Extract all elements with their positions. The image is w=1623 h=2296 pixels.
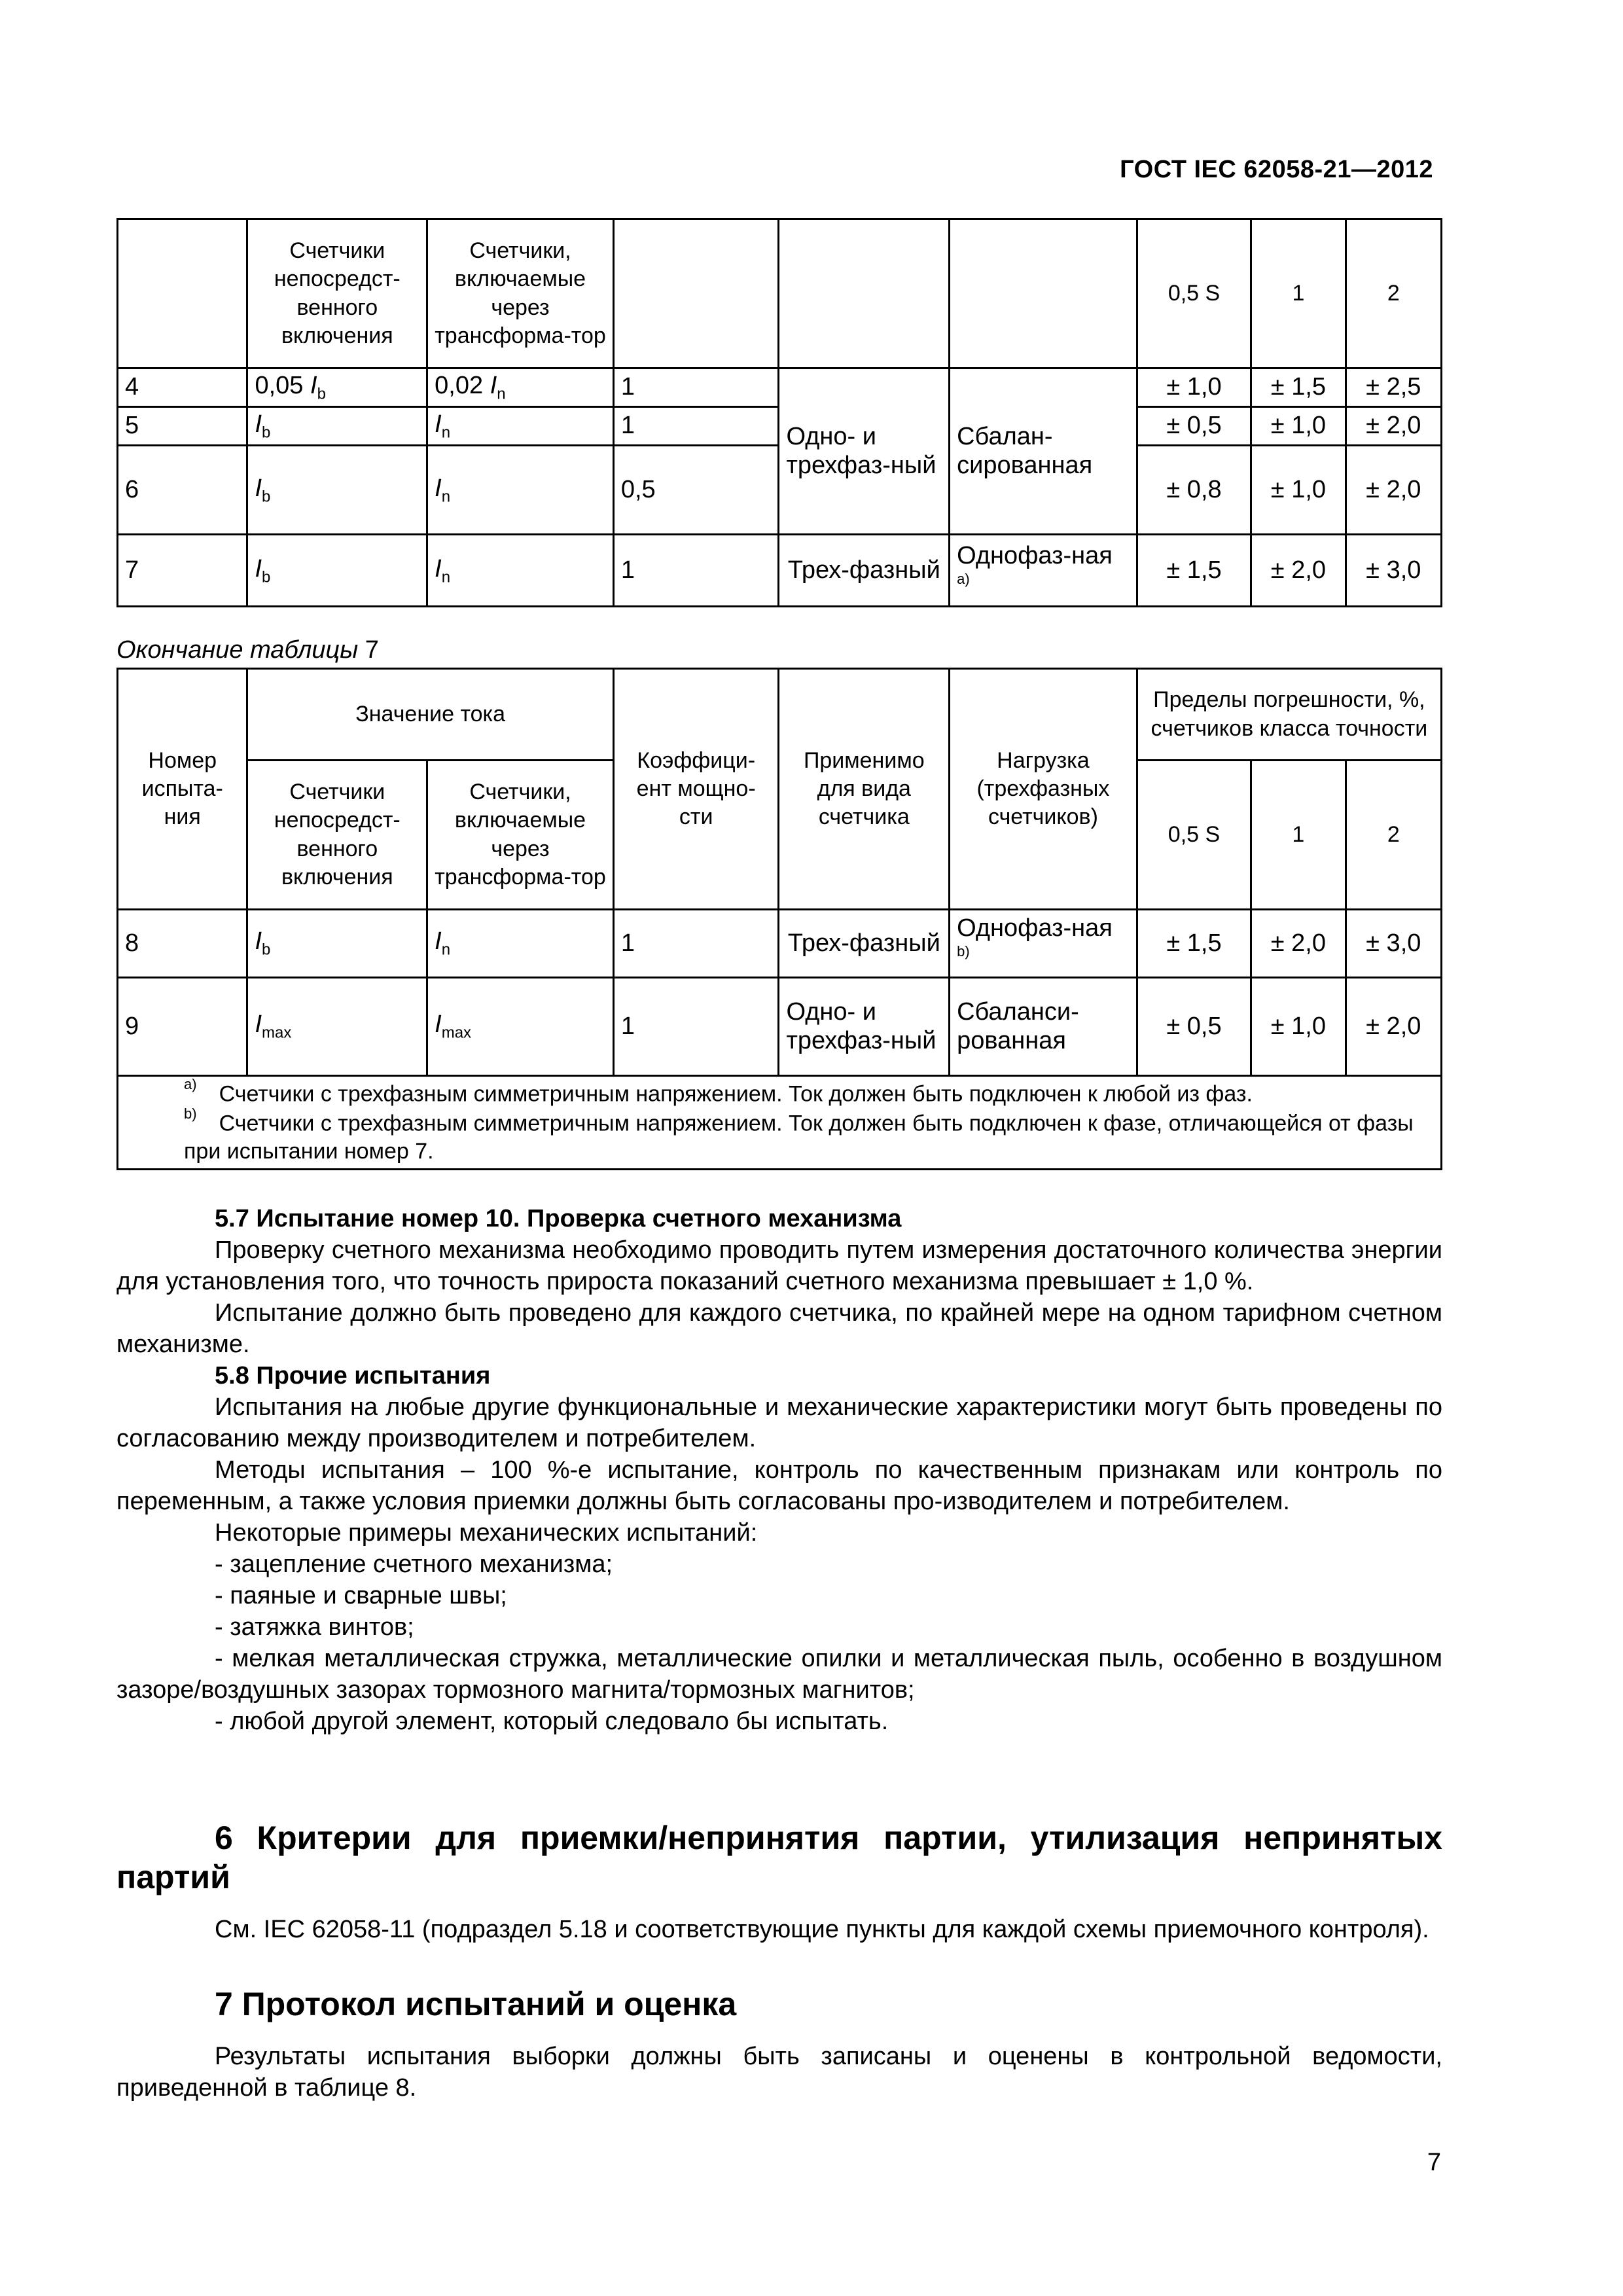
list-item: - паяные и сварные швы; xyxy=(215,1582,507,1609)
header-meter-type: Применимо для вида счетчика xyxy=(779,669,950,910)
meter-type-merged: Одно- и трехфаз-ный xyxy=(779,368,950,535)
error-1: ± 1,0 xyxy=(1251,407,1346,446)
paragraph: Испытание должно быть проведено для каждого счетчика, по крайней мере на одном тарифном счетном механизме. xyxy=(116,1299,1442,1358)
error-05s: ± 0,5 xyxy=(1137,978,1251,1076)
header-class-05s: 0,5 S xyxy=(1137,219,1251,368)
table-7-end xyxy=(116,668,1442,1170)
power-factor: 1 xyxy=(613,978,779,1076)
table-caption: Окончание таблицы 7 xyxy=(116,636,379,664)
list-item: - мелкая металлическая стружка, металлические опилки и металлическая пыль, особенно в воздушном зазоре/воздушных зазорах тормозного магнита/тормозных магнитов; xyxy=(116,1645,1442,1704)
paragraph: Результаты испытания выборки должны быть записаны и оценены в контрольной ведомости, приведенной в таблице 8. xyxy=(116,2043,1442,2102)
section-6 xyxy=(116,1818,1442,1945)
header-power-factor: Коэффици-ент мощно-сти xyxy=(613,669,779,910)
power-factor: 0,5 xyxy=(613,446,779,535)
error-05s: ± 1,5 xyxy=(1137,910,1251,978)
footnote-b: $^{b)}$ Счетчики с трехфазным симметричным напряжением. Ток должен быть подключен к фазе, отличающейся от фазы при испытании номер 7. xyxy=(184,1105,1414,1164)
list-item: - любой другой элемент, который следовало бы испытать. xyxy=(215,1708,889,1735)
header-class-2: 2 xyxy=(1346,761,1441,910)
meter-type: Трех-фазный xyxy=(779,910,950,978)
error-2: ± 2,0 xyxy=(1346,446,1441,535)
section-5-7-5-8 xyxy=(116,1203,1442,1737)
power-factor: 1 xyxy=(613,368,779,407)
test-number: 4 xyxy=(118,368,247,407)
error-1: ± 2,0 xyxy=(1251,910,1346,978)
power-factor: 1 xyxy=(613,910,779,978)
error-1: ± 1,5 xyxy=(1251,368,1346,407)
header-class-1: 1 xyxy=(1251,219,1346,368)
header-direct: Счетчики непосредст-венного включения xyxy=(247,761,427,910)
section-7 xyxy=(116,1984,1442,2104)
meter-type: Трех-фазный xyxy=(779,535,950,607)
table-row: 4 0,05 $I_b$ 0,02 $I_n$ 1 Одно- и трехфаз-ный Сбалан-сированная ± 1,0 ± 1,5 ± 2,5 xyxy=(118,368,1442,407)
paragraph: См. IEC 62058-11 (подраздел 5.18 и соответствующие пункты для каждой схемы приемочного контроля). xyxy=(215,1916,1429,1943)
footnote-a: $^{a)}$ Счетчики с трехфазным симметричным напряжением. Ток должен быть подключен к любой из фаз. xyxy=(184,1076,1253,1107)
test-number: 6 xyxy=(118,446,247,535)
table-subheader-row xyxy=(118,219,1442,368)
table-header-row xyxy=(118,669,1442,761)
section-5-8-heading: 5.8 Прочие испытания xyxy=(215,1362,491,1390)
paragraph: Испытания на любые другие функциональные и механические характеристики могут быть проведены по согласованию между производителем и потребителем. xyxy=(116,1393,1442,1452)
table-row: 8 $I_b$ $I_n$ 1 Трех-фазный Однофаз-ная $^{b)}$ ± 1,5 ± 2,0 ± 3,0 xyxy=(118,910,1442,978)
document-code: ГОСТ IEC 62058-21—2012 xyxy=(1120,156,1433,183)
header-test-number: Номер испыта-ния xyxy=(118,669,247,910)
table-footnotes xyxy=(118,1076,1442,1170)
list-item: - затяжка винтов; xyxy=(215,1613,414,1641)
section-5-7-heading: 5.7 Испытание номер 10. Проверка счетного механизма xyxy=(215,1205,902,1232)
error-2: ± 2,5 xyxy=(1346,368,1441,407)
page-number: 7 xyxy=(1427,2149,1441,2176)
error-2: ± 2,0 xyxy=(1346,978,1441,1076)
error-05s: ± 1,5 xyxy=(1137,535,1251,607)
error-2: ± 3,0 xyxy=(1346,535,1441,607)
load: Однофаз-ная $^{a)}$ xyxy=(950,535,1137,607)
meter-type: Одно- и трехфаз-ный xyxy=(779,978,950,1076)
paragraph: Некоторые примеры механических испытаний: xyxy=(215,1519,758,1547)
section-7-heading: 7 Протокол испытаний и оценка xyxy=(215,1986,737,2022)
error-05s: ± 0,8 xyxy=(1137,446,1251,535)
error-2: ± 2,0 xyxy=(1346,407,1441,446)
load: Однофаз-ная $^{b)}$ xyxy=(950,910,1137,978)
table-row: 9 $I_{max}$ $I_{max}$ 1 Одно- и трехфаз-ный Сбаланси-рованная ± 0,5 ± 1,0 ± 2,0 xyxy=(118,978,1442,1076)
error-1: ± 2,0 xyxy=(1251,535,1346,607)
header-class-2: 2 xyxy=(1346,219,1441,368)
test-number: 8 xyxy=(118,910,247,978)
footnote-mark: a) xyxy=(957,570,970,587)
test-number: 7 xyxy=(118,535,247,607)
header-current-value: Значение тока xyxy=(247,669,613,761)
header-transformer: Счетчики, включаемые через трансформа-тор xyxy=(427,761,614,910)
footnote-mark: b) xyxy=(957,943,970,960)
list-item: - зацепление счетного механизма; xyxy=(215,1551,613,1578)
header-class-05s: 0,5 S xyxy=(1137,761,1251,910)
header-transformer: Счетчики, включаемые через трансформа-тор xyxy=(427,219,614,368)
table-row: 6 $I_b$ $I_n$ 0,5 ± 0,8 ± 1,0 ± 2,0 xyxy=(118,446,1442,535)
header-direct: Счетчики непосредст-венного включения xyxy=(247,219,427,368)
power-factor: 1 xyxy=(613,407,779,446)
paragraph: Методы испытания – 100 %-е испытание, контроль по качественным признакам или контроль по переменным, а также условия приемки должны быть согласованы про-изводителем и потребителем. xyxy=(116,1456,1442,1515)
error-2: ± 3,0 xyxy=(1346,910,1441,978)
test-number: 9 xyxy=(118,978,247,1076)
table-row: 7 $I_b$ $I_n$ 1 Трех-фазный Однофаз-ная $^{a)}$ ± 1,5 ± 2,0 ± 3,0 xyxy=(118,535,1442,607)
header-class-1: 1 xyxy=(1251,761,1346,910)
load: Сбаланси-рованная xyxy=(950,978,1137,1076)
header-error-limits: Пределы погрешности, %, счетчиков класса точности xyxy=(1137,669,1441,761)
error-05s: ± 0,5 xyxy=(1137,407,1251,446)
error-05s: ± 1,0 xyxy=(1137,368,1251,407)
section-6-heading: 6 Критерии для приемки/непринятия партии, утилизация непринятых партий xyxy=(116,1820,1442,1895)
header-load: Нагрузка (трехфазных счетчиков) xyxy=(950,669,1137,910)
test-number: 5 xyxy=(118,407,247,446)
paragraph: Проверку счетного механизма необходимо проводить путем измерения достаточного количества энергии для установления того, что точность прироста показаний счетного механизма превышает ± 1,0 %. xyxy=(116,1236,1442,1295)
error-1: ± 1,0 xyxy=(1251,446,1346,535)
error-1: ± 1,0 xyxy=(1251,978,1346,1076)
load-merged: Сбалан-сированная xyxy=(950,368,1137,535)
table-row: 5 $I_b$ $I_n$ 1 ± 0,5 ± 1,0 ± 2,0 xyxy=(118,407,1442,446)
power-factor: 1 xyxy=(613,535,779,607)
table-7-continued xyxy=(116,218,1442,607)
